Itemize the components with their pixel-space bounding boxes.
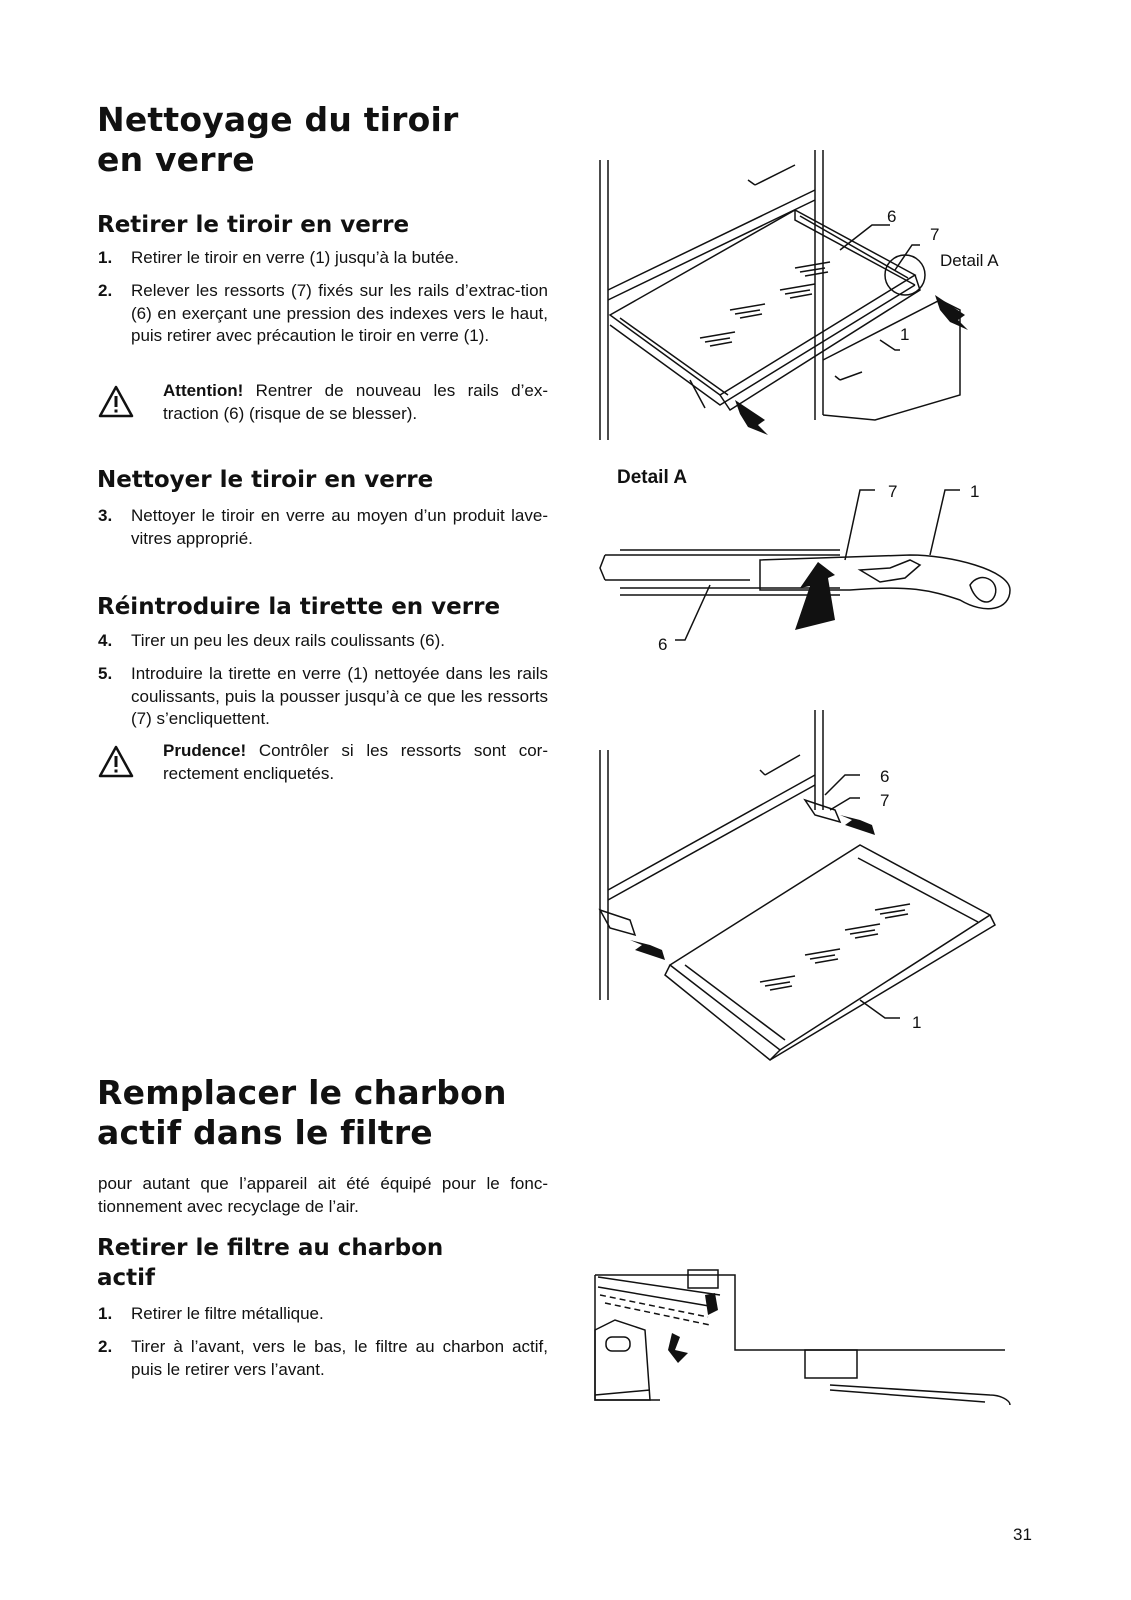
step-number: 5. bbox=[98, 664, 113, 683]
step-number: 1. bbox=[98, 248, 113, 267]
fig2-title: Detail A bbox=[617, 467, 688, 488]
warning-text: Contrôler si les ressorts sont cor-rectement encliquetés. bbox=[163, 741, 548, 783]
heading-reintroduire: Réintroduire la tirette en verre bbox=[97, 594, 501, 620]
heading-retirer-tiroir: Retirer le tiroir en verre bbox=[97, 212, 410, 238]
step-number: 1. bbox=[98, 1304, 113, 1323]
step-3 bbox=[98, 505, 548, 550]
step-text: Tirer à l’avant, vers le bas, le filtre au charbon actif, puis le retirer vers l’avant. bbox=[131, 1337, 548, 1379]
step-text: Retirer le tiroir en verre (1) jusqu’à la butée. bbox=[131, 248, 459, 267]
warning-text: Rentrer de nouveau les rails d’ex-traction (6) (risque de se blesser). bbox=[163, 381, 548, 423]
fig3-label-1: 1 bbox=[912, 1013, 922, 1032]
figure-drawer-removal bbox=[590, 150, 1040, 450]
figure-detail-a bbox=[590, 460, 1040, 660]
step-5 bbox=[98, 663, 548, 731]
fig1-label-1: 1 bbox=[900, 325, 910, 344]
fig2-label-7: 7 bbox=[888, 482, 898, 501]
fig2-label-6: 6 bbox=[658, 635, 668, 654]
step-number: 2. bbox=[98, 281, 113, 300]
fig2-label-1: 1 bbox=[970, 482, 980, 501]
heading-retirer-filtre: Retirer le filtre au charbon actif bbox=[97, 1235, 444, 1291]
figure-drawer-insertion bbox=[590, 710, 1040, 1070]
step-text: Retirer le filtre métallique. bbox=[131, 1304, 324, 1323]
filter-step-1 bbox=[98, 1303, 548, 1326]
fig1-label-detail: Detail A bbox=[940, 251, 999, 270]
section2-title-line1: Remplacer le charbon bbox=[97, 1073, 507, 1112]
heading-nettoyer-tiroir: Nettoyer le tiroir en verre bbox=[97, 467, 434, 493]
step-1 bbox=[98, 247, 548, 270]
section1-title-line1: Nettoyage du tiroir bbox=[97, 100, 459, 139]
step-number: 3. bbox=[98, 506, 113, 525]
warning-attention bbox=[98, 380, 548, 425]
fig3-label-7: 7 bbox=[880, 791, 890, 810]
step-text: Tirer un peu les deux rails coulissants (6). bbox=[131, 631, 446, 650]
fig1-label-7: 7 bbox=[930, 225, 940, 244]
warning-triangle-icon bbox=[98, 384, 134, 420]
warning-label: Prudence! bbox=[163, 741, 247, 760]
figure-charcoal-filter bbox=[590, 1255, 1030, 1415]
section2-title bbox=[97, 1073, 507, 1153]
step-text: Relever les ressorts (7) fixés sur les rails d’extrac-tion (6) en exerçant une pression des indexes vers le haut, puis retirer avec précaution le tiroir en verre (1). bbox=[131, 281, 548, 345]
section1-title bbox=[97, 100, 459, 180]
step-number: 4. bbox=[98, 631, 113, 650]
section2-intro: pour autant que l’appareil ait été équipé pour le fonc-tionnement avec recyclage de l’air. bbox=[98, 1174, 548, 1216]
step-number: 2. bbox=[98, 1337, 113, 1356]
fig1-label-6: 6 bbox=[887, 207, 897, 226]
step-2 bbox=[98, 280, 548, 348]
step-4 bbox=[98, 630, 548, 653]
page-number: 31 bbox=[1013, 1525, 1032, 1544]
warning-triangle-icon bbox=[98, 744, 134, 780]
fig3-label-6: 6 bbox=[880, 767, 890, 786]
step-text: Introduire la tirette en verre (1) nettoyée dans les rails coulissants, puis la pousser jusqu’à ce que les ressorts (7) s’encliquettent. bbox=[131, 664, 548, 728]
warning-label: Attention! bbox=[163, 381, 244, 400]
section2-title-line2: actif dans le filtre bbox=[97, 1113, 433, 1152]
filter-step-2 bbox=[98, 1336, 548, 1381]
warning-prudence bbox=[98, 740, 548, 785]
step-text: Nettoyer le tiroir en verre au moyen d’un produit lave-vitres approprié. bbox=[131, 506, 548, 548]
section1-title-line2: en verre bbox=[97, 140, 255, 179]
